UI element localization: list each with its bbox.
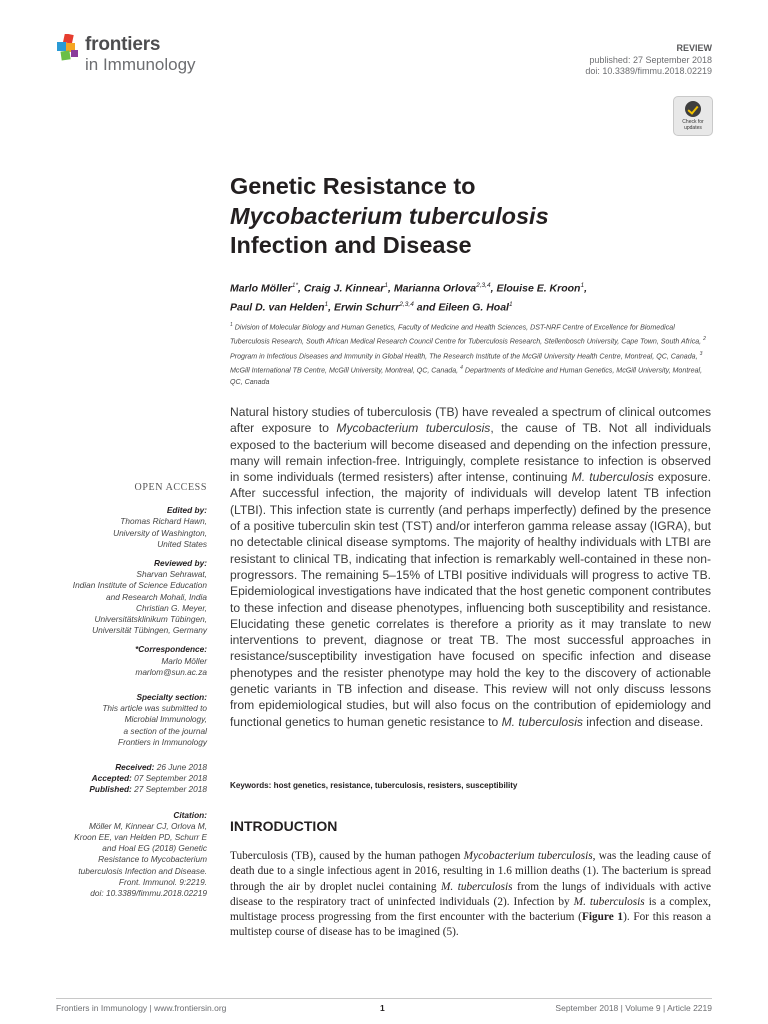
affiliation: Departments of Medicine and Human Genetics, McGill University, Montreal, QC, Canada: [230, 366, 703, 387]
affil-sup: 2: [703, 336, 706, 343]
specialty-info: [56, 703, 207, 748]
reviewer-line: and Research Mohali, India: [105, 591, 207, 602]
article-meta: [585, 43, 712, 78]
abstract-text: Natural history studies of tuberculosis (TB) have revealed a spectrum of clinical outcomes after exposure to: [230, 405, 711, 436]
abstract-italic: Mycobacterium tuberculosis: [336, 421, 491, 436]
editor-line: Thomas Richard Hawn,: [120, 516, 207, 527]
published-label: Published:: [89, 784, 132, 795]
author[interactable]: Erwin Schurr: [334, 301, 400, 313]
reviewer-line: Christian G. Meyer,: [135, 602, 207, 613]
intro-paragraph: [230, 849, 711, 941]
citation-doi[interactable]: doi: 10.3389/fimmu.2018.02219: [90, 888, 207, 899]
author-list: Marlo Möller$^{1*}$, Craig J. Kinnear$^1$, Marianna Orlova$^{2,3,4}$, Elouise E. Kroon$^1$, Paul D. van Helden$^1$, Erwin Schurr$^{2,3,4}$ and Eileen G. Hoal$^1$: [230, 282, 587, 313]
citation-link[interactable]: 2: [497, 895, 503, 908]
abstract-text: , the cause of TB. Not all individuals exposed to the bacterium will become diseased and depending on the infection pressure, many will remain infection-free. Intriguingly, complete resistance to infection is observed in some individuals (termed resisters) after intense, continuing: [230, 421, 711, 485]
editor-line: United States: [157, 538, 207, 549]
keywords: Keywords: host genetics, resistance, tuberculosis, resisters, susceptibility: [230, 781, 518, 790]
article-dates: [56, 762, 207, 796]
check-updates-label: Check for updates: [682, 119, 704, 131]
intro-text: ). Infection by: [502, 895, 574, 908]
reviewer-line: Sharvan Sehrawat,: [136, 569, 207, 580]
citation-line: Kroon EE, van Helden PD, Schurr E: [74, 832, 207, 843]
accepted-date: 07 September 2018: [134, 773, 207, 784]
affil-sup: 1: [230, 322, 233, 328]
received-date: 26 June 2018: [156, 762, 207, 773]
page-number: 1: [380, 1003, 385, 1013]
open-access-label: OPEN ACCESS: [134, 482, 207, 493]
correspondence-email[interactable]: marlom@sun.ac.za: [135, 666, 207, 677]
citation-link[interactable]: 1: [586, 865, 593, 878]
footer-divider: [56, 998, 712, 999]
footer-issue-info: September 2018 | Volume 9 | Article 2219: [555, 1003, 712, 1013]
citation-heading: Citation:: [173, 809, 207, 820]
affiliation: McGill International TB Centre, McGill University, Montreal, QC, Canada,: [230, 366, 459, 375]
author[interactable]: Paul D. van Helden: [230, 301, 325, 313]
reviewer-line: Universitätsklinikum Tübingen,: [94, 614, 207, 625]
figure-link[interactable]: Figure 1: [581, 911, 624, 924]
check-updates-icon: [685, 101, 701, 117]
author[interactable]: Marlo Möller: [230, 282, 292, 295]
title-line-3: Infection and Disease: [230, 232, 472, 258]
title-line-2: Mycobacterium tuberculosis: [230, 202, 549, 229]
journal-logo: [55, 32, 225, 80]
citation-line: Resistance to Mycobacterium: [98, 854, 207, 865]
intro-italic: Mycobacterium tuberculosis: [463, 850, 593, 862]
intro-text: , was the leading cause of death due to a single infectious agent in 2016, resulting in 1.6 million deaths (: [230, 850, 711, 878]
abstract: [230, 404, 711, 730]
specialty-line: This article was submitted to: [102, 703, 207, 714]
author[interactable]: Marianna Orlova: [393, 282, 477, 295]
intro-text: ).: [452, 926, 459, 939]
footer-journal-link[interactable]: Frontiers in Immunology | www.frontiersin.org: [56, 1003, 227, 1013]
article-title: [230, 172, 710, 261]
specialty-heading: Specialty section:: [136, 692, 207, 703]
published-date-sidebar: 27 September 2018: [134, 784, 207, 795]
citation-line: tuberculosis Infection and Disease.: [78, 865, 207, 876]
editor-line: University of Washington,: [113, 527, 207, 538]
intro-text: from the lungs of individuals with active disease to the respiratory tract of uninfected individuals (: [230, 880, 711, 908]
reviewer-line: Indian Institute of Science Education: [72, 580, 207, 591]
reviewer-line: Universität Tübingen, Germany: [92, 625, 207, 636]
citation-line: Front. Immunol. 9:2219.: [118, 876, 207, 887]
article-sidebar: [56, 482, 207, 899]
editor-info: [56, 516, 207, 550]
correspondence-name: Marlo Möller: [161, 655, 207, 666]
affil-sup: 3: [699, 350, 703, 357]
specialty-line: Frontiers in Immunology: [118, 736, 207, 747]
affil-sup: 4: [460, 364, 463, 371]
correspondence-info: [56, 656, 207, 678]
citation-info: [56, 821, 207, 899]
affiliation: Division of Molecular Biology and Human Genetics, Faculty of Medicine and Health Sciences, DST-NRF Centre of Excellence for Biomedical Tuberculosis Research, South African Medical Research Council Centre for Tuberculosis Research, Stellenbosch University, Cape Town, South Africa,: [230, 323, 702, 346]
specialty-line: Microbial Immunology,: [124, 714, 207, 725]
intro-italic: M. tuberculosis: [573, 895, 645, 908]
intro-italic: M. tuberculosis: [440, 880, 513, 893]
author[interactable]: Elouise E. Kroon: [496, 282, 581, 295]
abstract-text: exposure. After successful infection, the majority of individuals will develop latent TB infection (LTBI). This infection state is currently (and perhaps imperfectly) defined by the presence of a positive tuberculin skin test (TST) and/or interferon gamma release assay (IGRA), but no detectable clinical disease symptoms. The majority of healthy individuals with LTBI are resistant to clinical TB, indicating that infection is remarkably well-contained in these non-progressors. The remaining 5–15% of LTBI positive individuals will progress to active TB. Epidemiological investigations have indicated that the host genetic component contributes to these infection and disease phenotypes, influencing both susceptibility and resistance. Elucidating these genetic correlates is therefore a priority as it may translate to new interventions to prevent, diagnose or treat TB. The most successful approaches in resistance/susceptibility investigation have focused on specific infection and disease phenotypes and the resister phenotype may hold the key to the discovery of actionable genetic variants in TB infection and disease. This review will not only discuss lessons from epidemiological studies, but will also focus on the contribution of epidemiology and functional genetics to human genetic resistance to: [230, 470, 711, 729]
citation-line: and Hoal EG (2018) Genetic: [102, 843, 207, 854]
author-affil-sup: 2,3,4: [476, 282, 491, 289]
author[interactable]: Craig J. Kinnear: [303, 282, 385, 295]
reviewed-by-heading: Reviewed by:: [153, 558, 207, 569]
citation-line: Möller M, Kinnear CJ, Orlova M,: [88, 820, 207, 831]
reviewer-info: [56, 569, 207, 636]
logo-text-journal: in Immunology: [85, 55, 196, 74]
published-date: published: 27 September 2018: [589, 54, 712, 65]
edited-by-heading: Edited by:: [166, 505, 207, 516]
section-heading-introduction: INTRODUCTION: [230, 818, 338, 834]
author-affil-sup: 1: [508, 300, 513, 308]
author-affil-sup: 1: [384, 282, 388, 289]
intro-text: ). For this reason a multistep course of disease has to be imagined (: [230, 911, 711, 939]
author-affil-sup: 1: [580, 282, 585, 289]
author[interactable]: Eileen G. Hoal: [438, 301, 509, 313]
abstract-text: infection and disease.: [582, 714, 704, 729]
author-affil-sup: 1*: [291, 282, 298, 289]
check-for-updates-button[interactable]: [673, 96, 713, 136]
affiliation: Program in Infectious Diseases and Immunity in Global Health, The Research Institute of the McGill University Health Centre, Montreal, QC, Canada,: [230, 351, 698, 360]
accepted-label: Accepted:: [91, 773, 132, 784]
correspondence-heading: *Correspondence:: [135, 644, 207, 655]
author-affil-sup: 2,3,4: [399, 300, 414, 308]
specialty-line: a section of the journal: [123, 725, 207, 736]
abstract-italic: M. tuberculosis: [571, 470, 654, 485]
affiliations: [230, 320, 712, 389]
article-type: REVIEW: [676, 43, 712, 53]
doi-link[interactable]: doi: 10.3389/fimmu.2018.02219: [585, 66, 712, 76]
frontiers-logo-icon: [57, 34, 81, 62]
received-label: Received:: [115, 762, 155, 773]
intro-text: is a complex, multistage process progressing from the first encounter with the bacterium (: [230, 895, 712, 924]
abstract-italic: M. tuberculosis: [501, 714, 583, 729]
intro-text: Tuberculosis (TB), caused by the human pathogen: [230, 850, 464, 862]
author-affil-sup: 1: [324, 300, 329, 308]
citation-link[interactable]: 5: [446, 926, 453, 939]
logo-text-frontiers: frontiers: [85, 34, 161, 55]
title-line-1: Genetic Resistance to: [230, 173, 476, 199]
intro-text: ). The bacterium is spread through the air by droplet nuclei containing: [230, 865, 711, 893]
